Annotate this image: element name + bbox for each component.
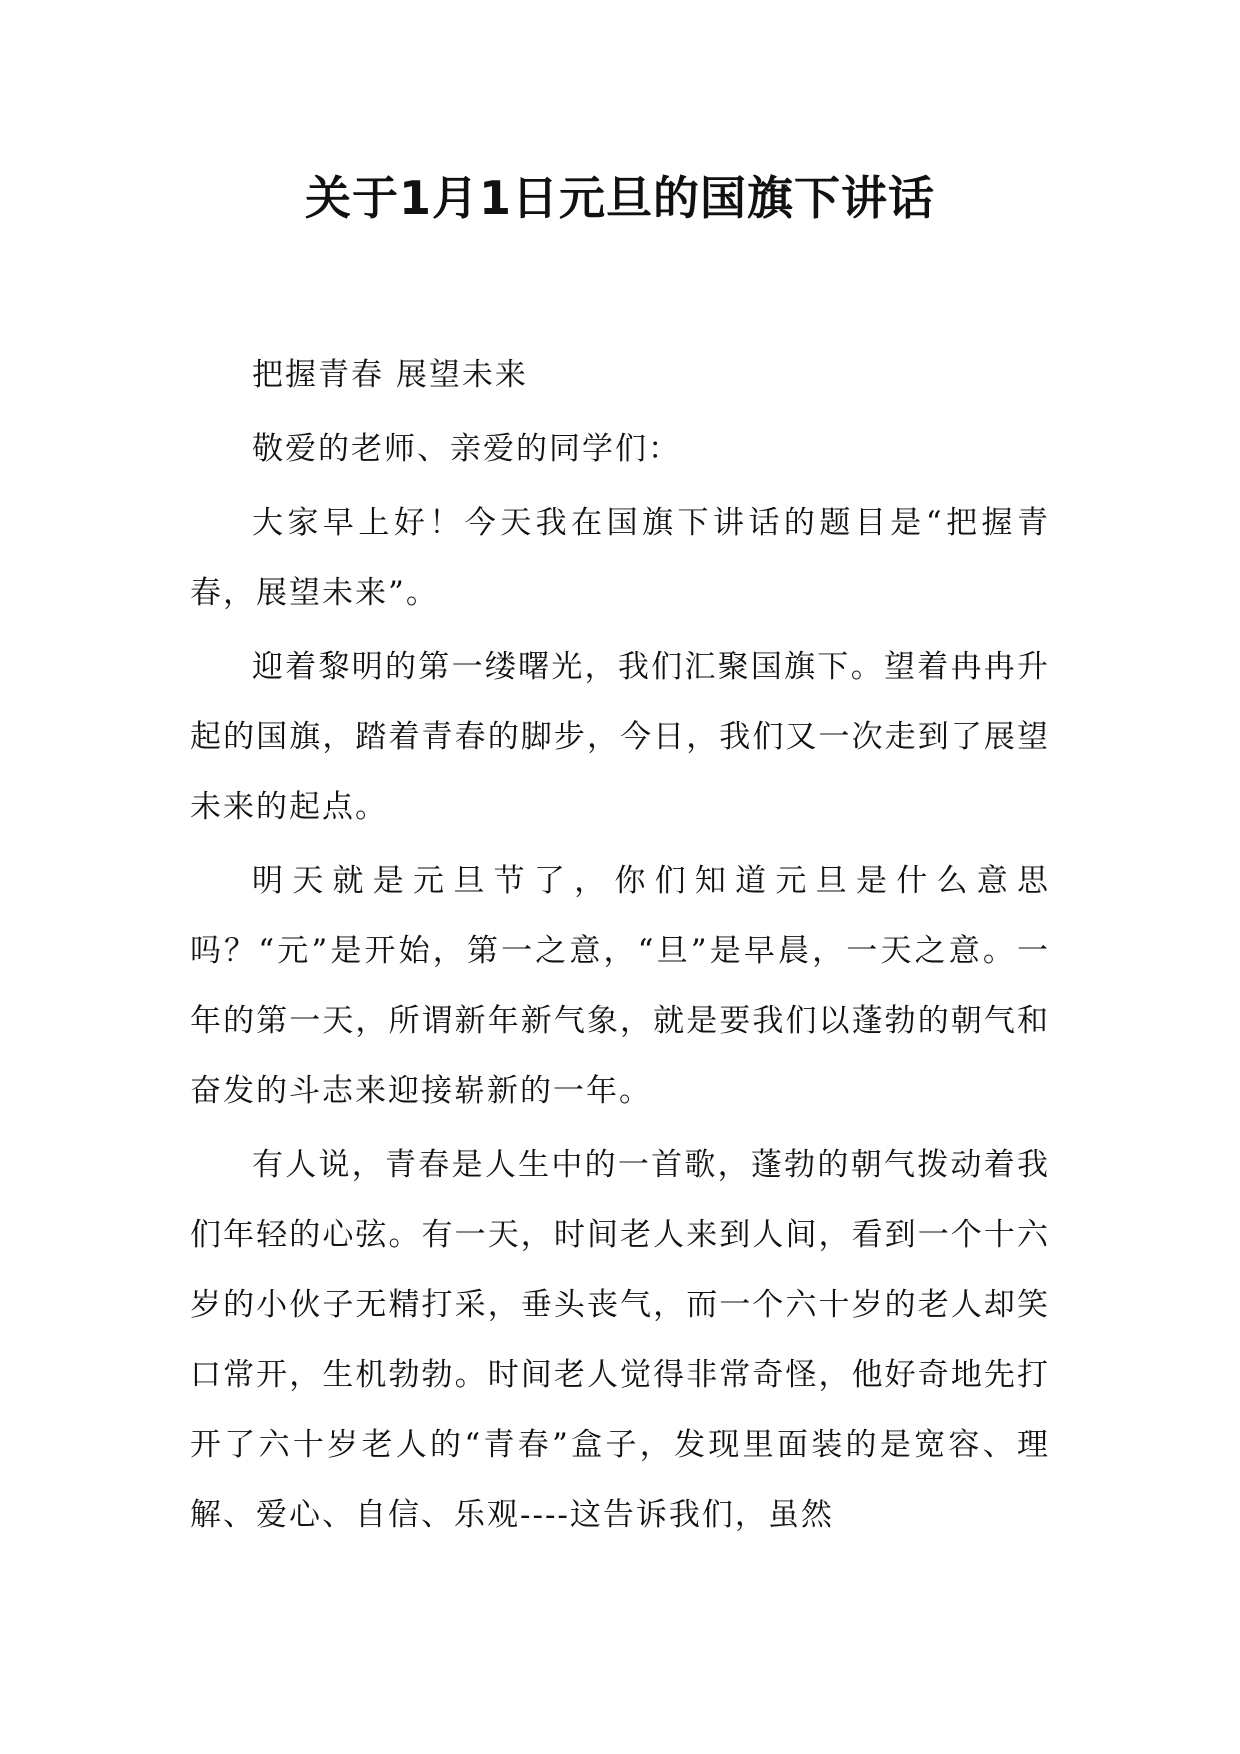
paragraph: 明天就是元旦节了，你们知道元旦是什么意思吗？“元”是开始，第一之意，“旦”是早晨，一天之意。一年的第一天，所谓新年新气象，就是要我们以蓬勃的朝气和奋发的斗志来迎接崭新的一年。	[190, 863, 1050, 1109]
document-title: 关于1月1日元旦的国旗下讲话	[304, 171, 935, 225]
salutation: 敬爱的老师、亲爱的同学们：	[252, 431, 681, 467]
speech-subtitle: 把握青春 展望未来	[252, 357, 528, 393]
paragraph: 大家早上好！今天我在国旗下讲话的题目是“把握青春，展望未来”。	[190, 505, 1050, 611]
document-body	[190, 340, 1050, 1550]
paragraph: 迎着黎明的第一缕曙光，我们汇聚国旗下。望着冉冉升起的国旗，踏着青春的脚步，今日，我们又一次走到了展望未来的起点。	[190, 649, 1050, 825]
paragraph: 有人说，青春是人生中的一首歌，蓬勃的朝气拨动着我们年轻的心弦。有一天，时间老人来到人间，看到一个十六岁的小伙子无精打采，垂头丧气，而一个六十岁的老人却笑口常开，生机勃勃。时间老人觉得非常奇怪，他好奇地先打开了六十岁老人的“青春”盒子，发现里面装的是宽容、理解、爱心、自信、乐观----这告诉我们，虽然	[190, 1147, 1050, 1533]
